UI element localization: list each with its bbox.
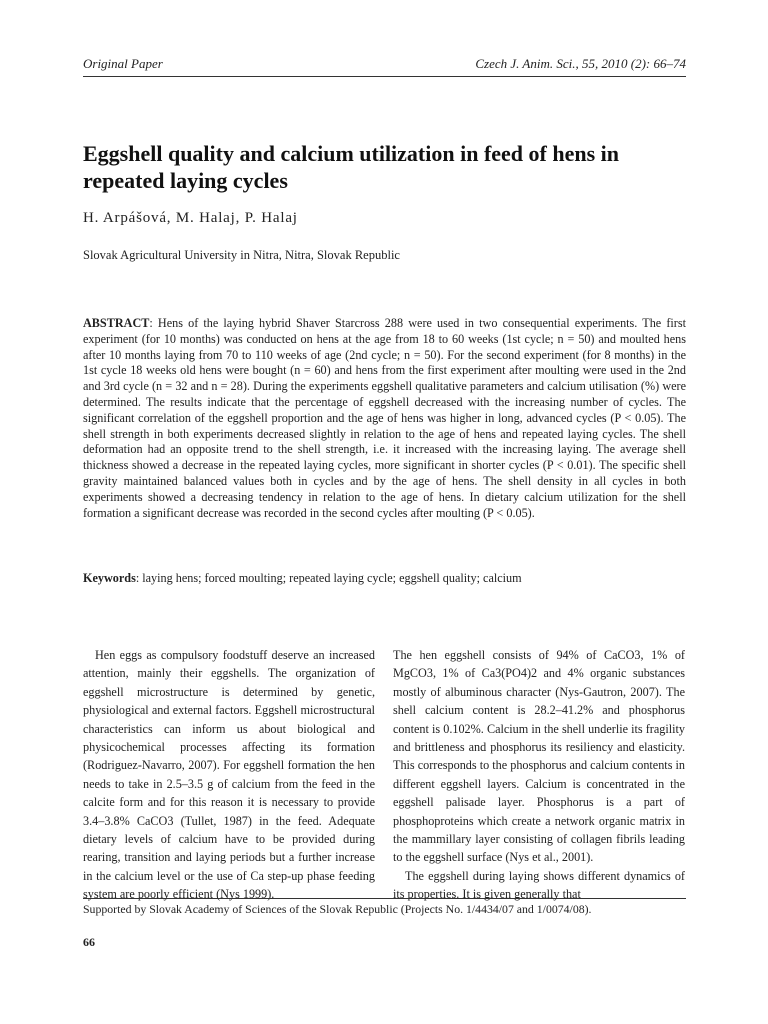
keywords-label: Keywords	[83, 571, 136, 585]
body-paragraph: Hen eggs as compulsory foodstuff deserve an increased attention, mainly their eggshells. The organization of eggshell microstructure is determined by genetic, physiological and external factors. Eggshell microstructural characteristics can inform us about biological and physicochemical processes affecting its formation (Rodriguez-Navarro, 2007). For eggshell formation the hen needs to take in 2.5–3.5 g of calcium from the feed in the calcite form and for this reason it is necessary to provide 3.4–3.8% CaCO3 (Tullet, 1987) in the feed. Adequate dietary levels of calcium have to be provided during rearing, transition and laying periods but a further increase in the calcium level or the use of Ca step-up phase feeding system are poorly efficient (Nys 1999).	[83, 648, 375, 902]
abstract: ABSTRACT: Hens of the laying hybrid Shaver Starcross 288 were used in two consequential experiments. The first experiment (for 10 months) was conducted on hens at the age from 18 to 60 weeks (1st cycle; n = 50) and moulted hens after 10 months laying from 70 to 110 weeks of age (2nd cycle; n = 50). For the second experiment (for 8 months) in the 1st cycle 18 weeks old hens were bought (n = 60) and hens from the first experiment after moulting were used in the 2nd and 3rd cycle (n = 32 and n = 28). During the experiments eggshell qualitative parameters and calcium utilisation (%) were determined. The results indicate that the percentage of eggshell decreased with the increasing number of cycles. The significant correlation of the eggshell proportion and the age of hens was higher in long, advanced cycles (P < 0.05). The shell strength in both experiments decreased slightly in relation to the age of hens and repeated laying cycles. The shell deformation had an opposite trend to the shell strength, i.e. it increased with the increasing laying. The average shell thickness showed a decrease in the repeated laying cycles, more significant in shorter cycles (P < 0.01). The specific shell gravity maintained balanced values both in cycles and by the age of hens. The shell density in all cycles in both experiments showed a decreasing tendency in relation to the age of hens. In dietary calcium utilization for the shell formation a significant decrease was recorded in the second cycles after moulting (P < 0.05).	[83, 316, 686, 520]
page-number: 66	[83, 935, 95, 949]
paper-title: Eggshell quality and calcium utilization in feed of hens in repeated laying cycles	[83, 141, 620, 193]
abstract-text: Hens of the laying hybrid Shaver Starcross 288 were used in two consequential experiments. The first experiment (for 10 months) was conducted on hens at the age from 18 to 60 weeks (1st cycle; n = 50) and moulted hens after 10 months laying from 70 to 110 weeks of age (2nd cycle; n = 50). For the second experiment (for 8 months) in the 1st cycle 18 weeks old hens were bought (n = 60) and hens from the first experiment after moulting were used in the 2nd and 3rd cycle (n = 32 and n = 28). During the experiments eggshell qualitative parameters and calcium utilisation (%) were determined. The results indicate that the percentage of eggshell decreased with the increasing number of cycles. The significant correlation of the eggshell proportion and the age of hens was higher in long, advanced cycles (P < 0.05). The shell strength in both experiments decreased slightly in relation to the age of hens and repeated laying cycles. The shell deformation had an opposite trend to the shell strength, i.e. it increased with the increasing laying. The average shell thickness showed a decrease in the repeated laying cycles, more significant in shorter cycles (P < 0.01). The specific shell gravity maintained balanced values both in cycles and by the age of hens. The shell density in all cycles in both experiments showed a decreasing tendency in relation to the age of hens. In dietary calcium utilization for the shell formation a significant decrease was recorded in the second cycles after moulting (P < 0.05).	[83, 316, 686, 520]
abstract-label: ABSTRACT	[83, 316, 150, 330]
footnote-divider	[83, 898, 686, 899]
header-paper-type: Original Paper	[83, 56, 163, 71]
funding-footnote: Supported by Slovak Academy of Sciences of the Slovak Republic (Projects No. 1/4434/07 and 1/0074/08).	[83, 902, 592, 916]
body-column-left	[83, 646, 375, 904]
header-journal-citation: Czech J. Anim. Sci., 55, 2010 (2): 66–74	[475, 56, 686, 71]
keywords-text: laying hens; forced moulting; repeated laying cycle; eggshell quality; calcium	[142, 571, 522, 585]
authors: H. Arpášová, M. Halaj, P. Halaj	[83, 210, 298, 226]
header-divider	[83, 76, 686, 77]
keywords: Keywords: laying hens; forced moulting; repeated laying cycle; eggshell quality; calcium	[83, 571, 522, 585]
affiliation: Slovak Agricultural University in Nitra, Nitra, Slovak Republic	[83, 248, 400, 262]
body-column-right	[393, 646, 685, 904]
body-paragraph: The hen eggshell consists of 94% of CaCO3, 1% of MgCO3, 1% of Ca3(PO4)2 and 4% organic substances mostly of albuminous character (Nys-Gautron, 2007). The shell calcium content is 28.2–41.2% and phosphorus content is 0.102%. Calcium in the shell underlie its fragility and brittleness and phosphorus its resiliency and elasticity. This corresponds to the phosphorus and calcium contents in different eggshell layers. Calcium is concentrated in the eggshell palisade layer. Phosphorus is a part of phosphoproteins which create a network organic matrix in the mammillary layer consisting of collagen fibrils leading to the eggshell surface (Nys et al., 2001).	[393, 648, 685, 865]
body-paragraph: The eggshell during laying shows different dynamics of its properties. It is given generally that	[393, 868, 685, 902]
